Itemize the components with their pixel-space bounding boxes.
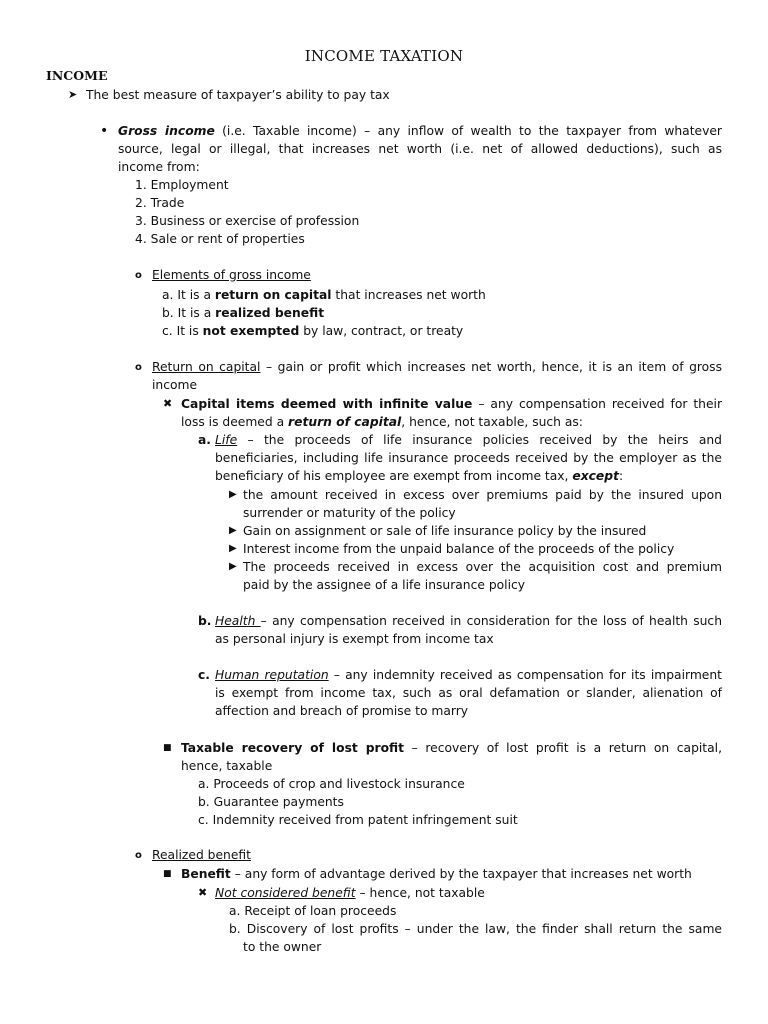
health-line2: as personal injury is exempt from income tax (215, 632, 494, 646)
triangle-bullet-icon: ▶ (229, 525, 237, 536)
lost-profit-line1: Taxable recovery of lost profit – recovery of lost profit is a return on capital, (181, 741, 722, 755)
reputation-label: c. (198, 668, 210, 682)
exception-1-line1: the amount received in excess over premiums paid by the insured upon (243, 488, 722, 502)
intro-text: The best measure of taxpayer’s ability to pay tax (86, 88, 390, 102)
triangle-bullet-icon: ▶ (229, 489, 237, 500)
list-item: a. Proceeds of crop and livestock insurance (198, 777, 465, 791)
arrow-bullet-icon: ➤ (68, 88, 78, 101)
list-item: 2. Trade (135, 196, 185, 210)
list-item: b. Discovery of lost profits – under the law, the finder shall return the same (229, 922, 722, 936)
exception-3: Interest income from the unpaid balance of the proceeds of the policy (243, 542, 675, 556)
reputation-line2: is exempt from income tax, such as oral defamation or slander, alienation of (215, 686, 722, 700)
list-item: c. Indemnity received from patent infringement suit (198, 813, 518, 827)
list-item: 4. Sale or rent of properties (135, 232, 305, 246)
realized-benefit-title: Realized benefit (152, 848, 251, 862)
reputation-line1: Human reputation – any indemnity received as compensation for its impairment (215, 668, 722, 682)
disc-bullet-icon: • (100, 123, 109, 139)
exception-1-line2: surrender or maturity of the policy (243, 506, 456, 520)
exception-2: Gain on assignment or sale of life insurance policy by the insured (243, 524, 647, 538)
capital-items-line1: Capital items deemed with infinite value – any compensation received for their (181, 397, 722, 411)
health-line1: Health – any compensation received in consideration for the loss of health such (215, 614, 722, 628)
list-item: a. Receipt of loan proceeds (229, 904, 397, 918)
life-line2: beneficiaries, including life insurance proceeds received by the employer as the (215, 451, 722, 465)
circle-bullet-icon: o (135, 270, 142, 281)
capital-items-line2: loss is deemed a return of capital, hence, not taxable, such as: (181, 415, 583, 429)
benefit-line: Benefit – any form of advantage derived by the taxpayer that increases net worth (181, 867, 692, 881)
elements-item-a: a. It is a return on capital that increases net worth (162, 288, 486, 302)
health-label: b. (198, 614, 212, 628)
gross-income-line3: income from: (118, 160, 200, 174)
elements-item-c: c. It is not exempted by law, contract, or treaty (162, 324, 464, 338)
life-line1: Life – the proceeds of life insurance policies received by the heirs and (215, 433, 722, 447)
list-item: b. Guarantee payments (198, 795, 344, 809)
square-bullet-icon: ■ (163, 743, 172, 753)
list-item: 1. Employment (135, 178, 229, 192)
elements-title: Elements of gross income (152, 268, 311, 282)
elements-item-b: b. It is a realized benefit (162, 306, 325, 320)
cross-bullet-icon: ✖ (163, 397, 173, 410)
triangle-bullet-icon: ▶ (229, 561, 237, 572)
document-title: INCOME TAXATION (304, 47, 464, 65)
gross-income-line2: source, legal or illegal, that increases net worth (i.e. net of allowed deductions), such as (118, 142, 722, 156)
list-item: 3. Business or exercise of profession (135, 214, 360, 228)
not-considered-benefit-line: Not considered benefit – hence, not taxable (215, 886, 485, 900)
life-line3: beneficiary of his employee are exempt from income tax, except: (215, 469, 624, 483)
section-heading: INCOME (46, 68, 108, 83)
life-label: a. (198, 433, 211, 447)
return-on-capital-line2: income (152, 378, 198, 392)
list-item-continuation: to the owner (243, 940, 322, 954)
lost-profit-line2: hence, taxable (181, 759, 273, 773)
gross-income-term: Gross income (118, 124, 215, 138)
triangle-bullet-icon: ▶ (229, 543, 237, 554)
exception-4-line2: paid by the assignee of a life insurance policy (243, 578, 526, 592)
circle-bullet-icon: o (135, 362, 142, 373)
circle-bullet-icon: o (135, 850, 142, 861)
exception-4-line1: The proceeds received in excess over the acquisition cost and premium (243, 560, 722, 574)
reputation-line3: affection and breach of promise to marry (215, 704, 469, 718)
cross-bullet-icon: ✖ (198, 886, 208, 899)
square-bullet-icon: ■ (163, 869, 172, 879)
gross-income-line1: Gross income (i.e. Taxable income) – any inflow of wealth to the taxpayer from whatever (118, 124, 722, 138)
return-on-capital-line1: Return on capital – gain or profit which increases net worth, hence, it is an item of gross (152, 360, 722, 374)
